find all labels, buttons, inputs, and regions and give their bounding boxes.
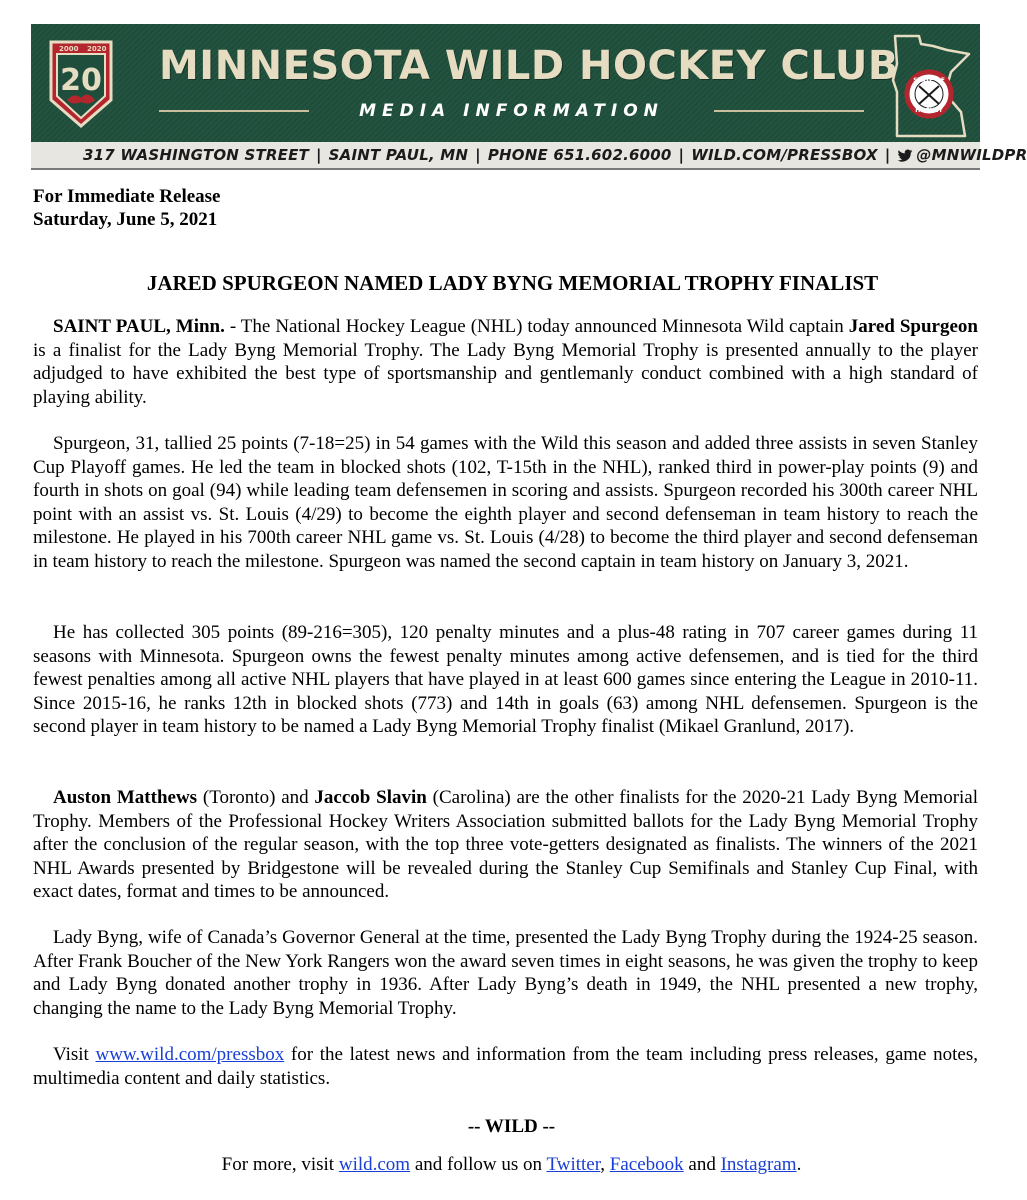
release-header [33,185,220,231]
svg-text:2020: 2020 [87,45,107,53]
state-of-hockey-logo [889,32,973,140]
dateline: SAINT PAUL, Minn. [53,316,225,337]
twitter-link[interactable]: Twitter [546,1154,601,1175]
twitter-handle[interactable]: @MNWILDPR [916,146,1027,164]
player-name: Jared Spurgeon [848,316,978,337]
contact-strip: 317 WASHINGTON STREET | SAINT PAUL, MN | PHONE 651.602.6000 | WILD.COM/PRESSBOX | @MNWILDPR [31,142,980,170]
immediate-release-label: For Immediate Release [33,186,221,207]
svg-text:20: 20 [60,63,102,98]
paragraph-career-stats: He has collected 305 points (89-216=305), 120 penalty minutes and a plus-48 rating in 707 career games during 11 seasons with Minnesota. Spurgeon owns the fewest penalty minutes among active defensemen, and is tied for the third fewest penalties among all active NHL players that have played in at least 600 games since entering the League in 2010-11. Since 2015-16, he ranks 12th in blocked shots (773) and 14th in goals (63) among NHL defensemen. Spurgeon is the second player in team history to be named a Lady Byng Memorial Trophy finalist (Mikael Granlund, 2017). [33,622,978,738]
instagram-link[interactable]: Instagram [720,1154,797,1175]
city-text: SAINT PAUL, MN [328,146,469,164]
anniversary-badge-logo [45,38,117,130]
headline: JARED SPURGEON NAMED LADY BYNG MEMORIAL TROPHY FINALIST [146,271,879,295]
paragraph-other-finalists: Auston Matthews (Toronto) and Jaccob Slavin (Carolina) are the other finalists for the 2020-21 Lady Byng Memorial Trophy. Members of the Professional Hockey Writers Association submitted ballots for the Lady Byng Memorial Trophy after the conclusion of the regular season, with the top three vote-getters designated as finalists. The winners of the 2021 NHL Awards presented by Bridgestone will be revealed during the Stanley Cup Semifinals and Stanley Cup Final, with exact dates, format and times to be announced. [33,787,979,903]
finalist-name: Jaccob Slavin [314,787,427,808]
club-title: MINNESOTA WILD HOCKEY CLUB [159,43,899,89]
paragraph-pressbox: Visit www.wild.com/pressbox for the latest news and information from the team including press releases, game notes, multimedia content and daily statistics. [33,1044,978,1089]
wild-site-link[interactable]: wild.com [338,1154,411,1175]
phone-text: PHONE 651.602.6000 [487,146,672,164]
signoff: -- WILD -- [467,1116,556,1137]
svg-text:STATE OF: STATE OF [913,77,945,84]
paragraph-season-stats: Spurgeon, 31, tallied 25 points (7-18=25) in 54 games with the Wild this season and added three assists in seven Stanley Cup Playoff games. He led the team in blocked shots (102, T-15th in the NHL), ranked third in power-play points (9) and fourth in shots on goal (94) while leading team defensemen in scoring and assists. Spurgeon recorded his 300th career NHL point with an assist vs. St. Louis (4/29) to become the eighth player and second defenseman in team history to reach the milestone. He played in his 700th career NHL game vs. St. Louis (4/28) to become the third player and second defenseman in team history to reach the milestone. Spurgeon was named the second captain in team history on January 3, 2021. [33,433,978,572]
svg-text:HOCKEY: HOCKEY [915,107,943,114]
pressbox-link[interactable]: WILD.COM/PRESSBOX [691,146,878,164]
subtitle-band [159,98,864,124]
paragraph-announcement: SAINT PAUL, Minn. - The National Hockey League (NHL) today announced Minnesota Wild captain Jared Spurgeon is a finalist for the Lady Byng Memorial Trophy. The Lady Byng Memorial Trophy is presented annually to the player adjudged to have exhibited the best type of sportsmanship and gentlemanly conduct combined with a high standard of playing ability. [33,316,978,408]
svg-text:2000: 2000 [59,45,79,53]
facebook-link[interactable]: Facebook [609,1154,684,1175]
pressbox-url-link[interactable]: www.wild.com/pressbox [95,1044,285,1065]
twitter-icon [897,149,913,163]
finalist-name: Auston Matthews [53,787,198,808]
media-information-subtitle: MEDIA INFORMATION [359,101,664,121]
release-date: Saturday, June 5, 2021 [33,209,218,230]
paragraph-trophy-history: Lady Byng, wife of Canada’s Governor General at the time, presented the Lady Byng Trophy during the 1924-25 season. After Frank Boucher of the New York Rangers won the award seven times in eight seasons, he was given the trophy to keep and Lady Byng donated another trophy in 1936. After Lady Byng’s death in 1949, the NHL presented a new trophy, changing the name to the Lady Byng Memorial Trophy. [33,927,978,1019]
media-banner [31,24,1027,164]
footer-social: For more, visit wild.com and follow us on Twitter, Facebook and Instagram. [221,1154,802,1175]
address-text: 317 WASHINGTON STREET [83,146,309,164]
